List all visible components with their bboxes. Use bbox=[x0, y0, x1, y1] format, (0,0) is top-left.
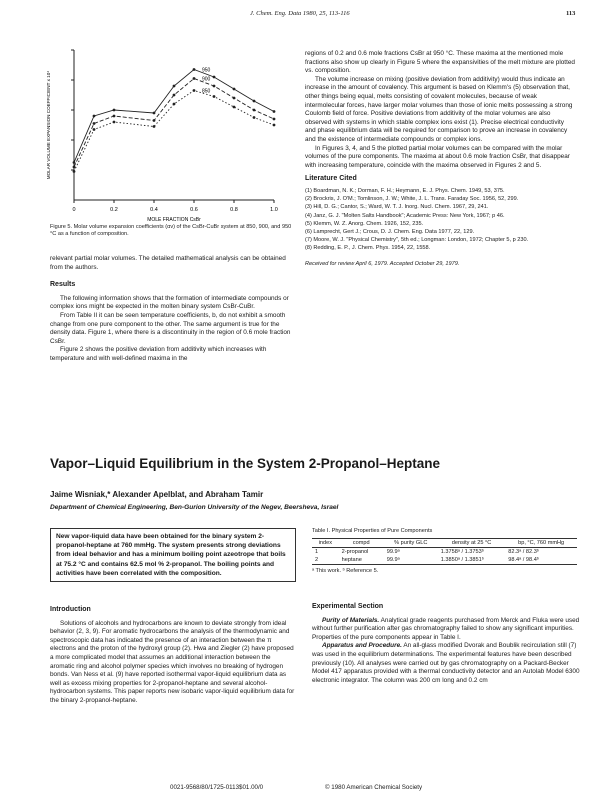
data-point bbox=[193, 77, 196, 80]
figure-5 bbox=[40, 40, 290, 222]
footer-code: 0021-9568/80/1725-0113$01.00/0 bbox=[170, 784, 264, 791]
data-point bbox=[113, 121, 116, 124]
series-line-950 bbox=[74, 67, 274, 163]
data-point bbox=[153, 119, 156, 122]
table-header: density at 25 °C bbox=[451, 540, 492, 547]
data-point bbox=[153, 112, 156, 115]
running-header: J. Chem. Eng. Data 1980, 25, 113-116 bbox=[250, 10, 350, 17]
data-point bbox=[93, 122, 96, 125]
table-header: compd bbox=[352, 540, 370, 547]
left-column bbox=[50, 255, 295, 364]
reference-item: (8) Redding, E. P., J. Chem. Phys. 1954, 22, 1558. bbox=[305, 245, 431, 252]
table-1 bbox=[312, 528, 577, 575]
data-point bbox=[193, 68, 196, 71]
results-heading: Results bbox=[50, 281, 76, 289]
data-point bbox=[113, 109, 116, 112]
table-footnote: ᵃ This work. ᵇ Reference 5. bbox=[312, 568, 379, 575]
introduction-heading: Introduction bbox=[50, 606, 91, 613]
data-point bbox=[73, 170, 76, 173]
series-label: 950 bbox=[202, 67, 211, 74]
footer-copyright: © 1980 American Chemical Society bbox=[325, 784, 423, 791]
results-paragraph-2: From Table II it can be seen temperature coefficients, b, do not exhibit a smooth change from one pure component to the other. The same argument is true for the density data. Figure 1, where there is a discontinuity in the region of 0.6 mole fraction CsBr. bbox=[50, 311, 291, 345]
x-tick-label: 0.4 bbox=[150, 207, 158, 213]
data-point bbox=[213, 85, 216, 88]
data-point bbox=[93, 128, 96, 131]
right-column bbox=[305, 50, 575, 268]
table-caption: Table I. Physical Properties of Pure Components bbox=[312, 528, 433, 534]
results-paragraph-1: The following information shows that the formation of intermediate compounds or complex ions might be expected in the molten binary system CsBr-CuBr. bbox=[50, 294, 289, 311]
left-paragraph-cont: relevant partial molar volumes. The detailed mathematical analysis can be obtained from the authors. bbox=[50, 255, 286, 271]
table-cell: 99.9ᵃ bbox=[386, 557, 400, 564]
table-cell: 1.3758ᵃ / 1.3753ᵇ bbox=[440, 549, 484, 556]
x-tick-label: 0.2 bbox=[110, 207, 118, 213]
data-point bbox=[273, 110, 276, 113]
literature-heading: Literature Cited bbox=[305, 175, 357, 183]
right-paragraph-1: regions of 0.2 and 0.6 mole fractions CsBr at 950 °C. These maxima at the mentioned mole fractions also show up clearly in Figure 5 where the expansivities of the melt mixture are plotted vs. composition. bbox=[305, 50, 575, 75]
table-header: index bbox=[318, 540, 333, 547]
table-cell: 98.4ᵃ / 98.4ᵇ bbox=[508, 557, 539, 564]
table-row bbox=[312, 556, 577, 565]
data-point bbox=[233, 88, 236, 91]
x-tick-label: 0.6 bbox=[190, 207, 198, 213]
table-cell: 1 bbox=[315, 549, 319, 556]
data-point bbox=[213, 95, 216, 98]
experimental-section bbox=[312, 603, 580, 685]
x-tick-label: 0.8 bbox=[230, 207, 238, 213]
right-paragraph-2: The volume increase on mixing (positive deviation from additivity) would thus indicate an increase in the amount of covalency. This argument is based on Klemm's (5) observation that, other things being equal, melts consisting of covalent molecules, because of weak intermolecular forces, have larger molar volumes than those of ionic melts possessing a strong Coulomb field of force. Positive deviations from additivity of the molar volumes are also observed with systems in which stable complex ions exist (1). Precise electrical conductivity and phase equilibrium data will be required for comparison to prove an increase in covalency and the existence of intermediate compounds or complex ions. bbox=[305, 75, 573, 143]
reference-item: (3) Hill, D. G.; Cantor, S.; Ward, W. T. J. Inorg. Nucl. Chem. 1967, 29, 241. bbox=[305, 204, 489, 211]
data-point bbox=[273, 118, 276, 121]
data-point bbox=[173, 85, 176, 88]
data-point bbox=[253, 109, 256, 112]
data-point bbox=[253, 116, 256, 119]
references-list bbox=[305, 188, 575, 253]
purity-heading: Purity of Materials. bbox=[322, 616, 380, 624]
series-line-900 bbox=[74, 76, 274, 168]
abstract-box: New vapor-liquid data have been obtained for the binary system 2-propanol-heptane at 760 mmHg. The system presents strong deviations from ideal behavior and has a minimum boiling point azeotrope that boils at 75.2 °C and contains 62.5 mol % 2-propanol. The boiling points and activities have been correlated with the composition. bbox=[50, 528, 296, 582]
reference-item: (6) Lamprecht, Gert J.; Crous, D. J. Chem. Eng. Data 1977, 22, 129. bbox=[305, 228, 475, 235]
series-label: 900 bbox=[202, 76, 211, 83]
data-point bbox=[213, 76, 216, 79]
x-axis-label: MOLE FRACTION CsBr bbox=[147, 217, 201, 222]
reference-item: (5) Klemm, W. Z. Anorg. Chem. 1926, 152, 235. bbox=[305, 220, 424, 227]
table-cell: heptane bbox=[341, 557, 362, 564]
data-point bbox=[233, 106, 236, 109]
authors: Jaime Wisniak,* Alexander Apelblat, and Abraham Tamir bbox=[50, 490, 264, 499]
introduction-paragraph: Solutions of alcohols and hydrocarbons are known to deviate strongly from ideal behavior (2, 3, 9). For aromatic hydrocarbons the analysis of the thermodynamic and spectroscopic data has indicated the presence of an interaction between the π electrons and the proton of the hydroxyl group (2). Hwa and Ziegler (2) have proposed a more complicated model that assumes an additional interaction between the aromatic ring and alcohol polymer species which involves no breaking of hydrogen bonds. Van Ness et al. (9) have reported isothermal vapor-liquid equilibrium data as well as excess mixing properties for 2-propanol-heptane and several alcohol-hydrocarbon systems. This paper reports new isobaric vapor-liquid equilibrium data for the binary 2-propanol-heptane. bbox=[50, 619, 295, 704]
figure-caption: Figure 5. Molar volume expansion coefficients (αv) of the CsBr-CuBr system at 850, 900, and 950 °C as a function of composition. bbox=[50, 224, 292, 238]
data-point bbox=[113, 115, 116, 118]
experimental-heading: Experimental Section bbox=[312, 603, 384, 610]
data-point bbox=[73, 166, 76, 169]
table-header: bp, °C, 760 mmHg bbox=[518, 540, 565, 547]
affiliation: Department of Chemical Engineering, Ben-Gurion University of the Negev, Beersheva, Israel bbox=[50, 504, 339, 511]
data-point bbox=[93, 115, 96, 118]
data-point bbox=[173, 94, 176, 97]
table-cell: 2 bbox=[315, 557, 319, 564]
reference-item: (7) Moore, W. J. "Physical Chemistry", 5th ed.; Longman: London, 1972; Chapter 5, p 230. bbox=[305, 237, 529, 244]
reference-item: (1) Boardman, N. K.; Dorman, F. H.; Heymann, E. J. Phys. Chem. 1949, 53, 375. bbox=[305, 187, 505, 194]
table-cell: 1.3850ᵃ / 1.3851ᵇ bbox=[440, 557, 484, 564]
reference-item: (2) Brockris, J. O'M.; Tomlinson, J. W.; White, J. L. Trans. Faraday Soc. 1956, 52, 299. bbox=[305, 196, 519, 203]
series-label: 850 bbox=[202, 88, 211, 95]
reference-item: (4) Janz, G. J. "Molten Salts Handbook"; Academic Press: New York, 1967; p 46. bbox=[305, 212, 505, 219]
properties-table bbox=[312, 538, 577, 565]
apparatus-heading: Apparatus and Procedure. bbox=[322, 642, 402, 650]
table-row bbox=[312, 548, 577, 557]
figure-5-chart bbox=[40, 40, 290, 222]
x-tick-label: 0 bbox=[72, 207, 76, 213]
data-point bbox=[233, 97, 236, 100]
data-point bbox=[253, 100, 256, 103]
data-point bbox=[153, 125, 156, 128]
table-header: % purity GLC bbox=[394, 540, 428, 547]
article-title: Vapor–Liquid Equilibrium in the System 2-Propanol–Heptane bbox=[50, 456, 441, 471]
data-point bbox=[193, 89, 196, 92]
apparatus-paragraph: An all-glass modified Dvorak and Boublik recirculation still (7) was used in the equilibrium determinations. The experimental features have been described previously (10). All analyses were carried out by gas chromatography on a Packard-Becker Model 417 apparatus provided with a thermal conductivity detector and an Autolab Model 6300 electronic integrator. The column was 200 cm long and 0.2 cm bbox=[312, 642, 580, 684]
received-note: Received for review April 6, 1979. Accepted October 29, 1979. bbox=[305, 260, 460, 267]
right-paragraph-3: In Figures 3, 4, and 5 the plotted partial molar volumes can be compared with the molar volumes of the pure components. The maxima at about 0.6 mole fraction CsBr, that disappear with increasing temperature, coincide with the maxima observed in Figures 2 and 5. bbox=[305, 144, 570, 169]
introduction bbox=[50, 606, 295, 706]
data-point bbox=[73, 161, 76, 164]
purity-paragraph: Analytical grade reagents purchased from Merck and Fluka were used without further purification after gas chromatography failed to show any significant impurities. Properties of the pure components appear in Table I. bbox=[312, 616, 580, 641]
data-point bbox=[273, 124, 276, 127]
data-point bbox=[173, 103, 176, 106]
table-cell: 82.3ᵃ / 82.3ᵇ bbox=[508, 549, 539, 556]
page-number: 113 bbox=[566, 10, 576, 17]
table-cell: 99.9ᵃ bbox=[386, 549, 400, 556]
results-paragraph-3: Figure 2 shows the positive deviation from additivity which increases with temperature and with well-defined maxima in the bbox=[50, 346, 267, 362]
x-tick-label: 1.0 bbox=[270, 207, 278, 213]
table-cell: 2-propanol bbox=[341, 549, 369, 556]
y-axis-label: MOLAR VOLUME EXPANSION COEFFICIENT x 10⁴ bbox=[46, 70, 51, 180]
